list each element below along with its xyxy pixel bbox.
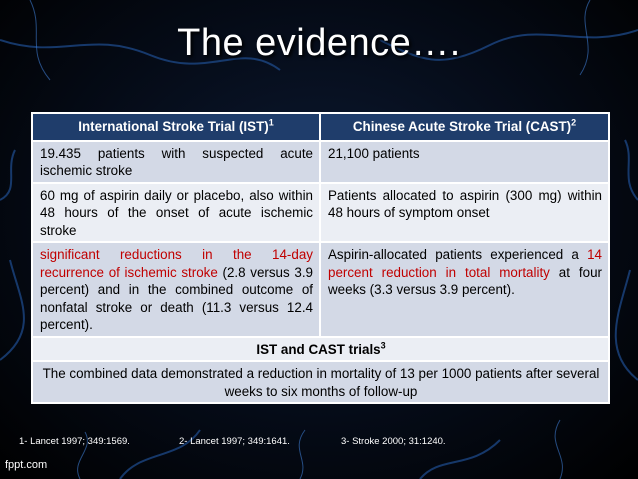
fppt-watermark: fppt.com bbox=[5, 459, 48, 471]
cell-cast-outcome bbox=[320, 242, 609, 337]
header-ist-ref: 1 bbox=[268, 117, 274, 128]
table-row-outcomes bbox=[32, 242, 609, 337]
slide-title: The evidence…. bbox=[177, 22, 461, 64]
cell-ist-patients: 19.435 patients with suspected acute ischemic stroke bbox=[32, 141, 320, 183]
header-cast-label: Chinese Acute Stroke Trial (CAST) bbox=[352, 119, 572, 134]
footnote-2: 2- Lancet 1997; 349:1641. bbox=[179, 436, 290, 447]
table-row-combined-header bbox=[32, 337, 609, 362]
cast-outcome-text: at four weeks (3.3 versus 3.9 percent). bbox=[328, 264, 602, 297]
combined-header-ref: 3 bbox=[380, 340, 386, 351]
footnote-1: 1- Lancet 1997; 349:1569. bbox=[19, 436, 130, 447]
cell-cast-dosing: Patients allocated to aspirin (300 mg) within 48 hours of symptom onset bbox=[320, 183, 609, 243]
table-row-dosing bbox=[32, 183, 609, 243]
evidence-table bbox=[31, 112, 610, 404]
header-cast-ref: 2 bbox=[571, 117, 577, 128]
combined-header-label: IST and CAST trials bbox=[256, 341, 381, 357]
ist-outcome-text: (2.8 versus 3.9 percent) and in the combined outcome of nonfatal stroke or death (11.3 versus 12.4 percent). bbox=[40, 264, 313, 332]
combined-header bbox=[32, 337, 609, 362]
header-ist bbox=[32, 113, 320, 141]
cast-outcome-prefix: Aspirin-allocated patients experienced a bbox=[328, 247, 588, 262]
footnote-3: 3- Stroke 2000; 31:1240. bbox=[341, 436, 446, 447]
combined-text: The combined data demonstrated a reduction in mortality of 13 per 1000 patients after several weeks to six months of follow-up bbox=[32, 361, 609, 403]
cell-ist-outcome bbox=[32, 242, 320, 337]
table-row-patients bbox=[32, 141, 609, 183]
header-ist-label: International Stroke Trial (IST) bbox=[78, 119, 269, 134]
table-header-row bbox=[32, 113, 609, 141]
cell-cast-patients: 21,100 patients bbox=[320, 141, 609, 183]
cell-ist-dosing: 60 mg of aspirin daily or placebo, also within 48 hours of the onset of acute ischemic stroke bbox=[32, 183, 320, 243]
table-row-combined-text bbox=[32, 361, 609, 403]
header-cast bbox=[320, 113, 609, 141]
ist-outcome-highlight: significant reductions in the 14-day recurrence of ischemic stroke bbox=[40, 247, 313, 280]
cast-outcome-highlight: 14 percent reduction in total mortality bbox=[328, 247, 602, 280]
